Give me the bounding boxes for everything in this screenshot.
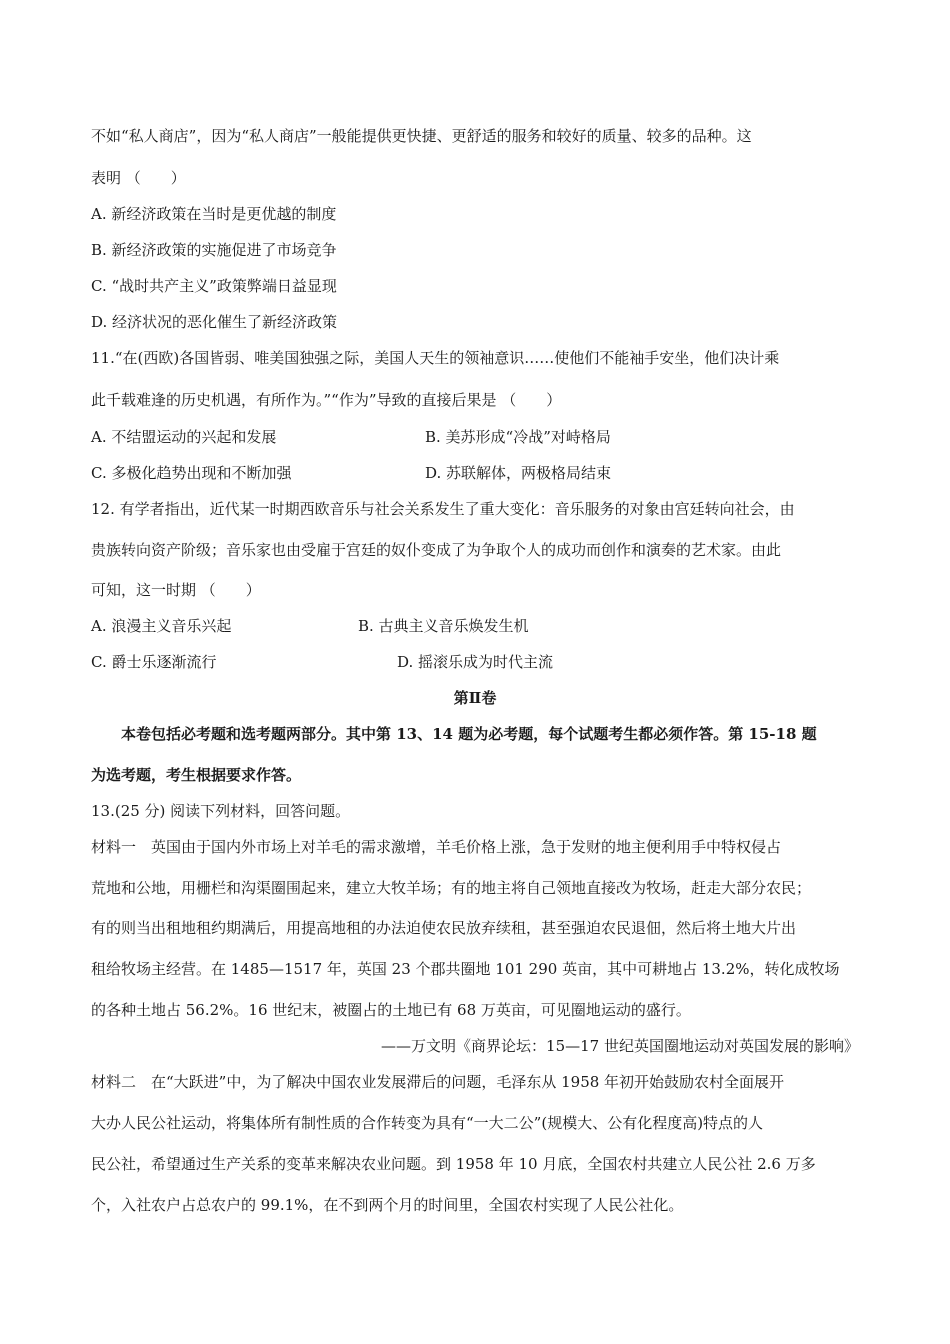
material-2-line-1: 材料二 在“大跃进”中，为了解决中国农业发展滞后的问题，毛泽东从 1958 年初开始鼓励农村全面展开 — [91, 1073, 785, 1091]
q12-option-b: B. 古典主义音乐焕发生机 — [358, 617, 529, 635]
q10-option-d: D. 经济状况的恶化催生了新经济政策 — [91, 313, 338, 331]
q11-stem-line-2: 此千载难逢的历史机遇，有所作为。”“作为”导致的直接后果是 （ ） — [91, 391, 562, 409]
q10-stem-line-1: 不如“私人商店”，因为“私人商店”一般能提供更快捷、更舒适的服务和较好的质量、较多的品种。这 — [91, 127, 752, 145]
material-2-line-2: 大办人民公社运动，将集体所有制性质的合作转变为具有“一大二公”(规模大、公有化程度高)特点的人 — [91, 1114, 764, 1132]
material-1-line-1: 材料一 英国由于国内外市场上对羊毛的需求激增，羊毛价格上涨，急于发财的地主便利用手中特权侵占 — [91, 838, 782, 856]
q12-option-c: C. 爵士乐逐渐流行 — [91, 653, 217, 671]
q12-option-d: D. 摇滚乐成为时代主流 — [397, 653, 554, 671]
section-title: 第Ⅱ卷 — [453, 689, 497, 707]
q10-stem-line-2: 表明 （ ） — [91, 169, 186, 187]
q12-stem-line-2: 贵族转向资产阶级；音乐家也由受雇于宫廷的奴仆变成了为争取个人的成功而创作和演奏的艺术家。由此 — [91, 541, 782, 559]
section-intro-line-1: 本卷包括必考题和选考题两部分。其中第 13、14 题为必考题，每个试题考生都必须作答。第 15-18 题 — [121, 725, 817, 743]
material-1-line-2: 荒地和公地，用栅栏和沟渠圈围起来，建立大牧羊场；有的地主将自己领地直接改为牧场，赶走大部分农民； — [91, 879, 812, 897]
q12-stem-line-1: 12. 有学者指出，近代某一时期西欧音乐与社会关系发生了重大变化：音乐服务的对象由宫廷转向社会，由 — [91, 500, 795, 518]
material-2-line-3: 民公社，希望通过生产关系的变革来解决农业问题。到 1958 年 10 月底，全国农村共建立人民公社 2.6 万多 — [91, 1155, 816, 1173]
q11-option-a: A. 不结盟运动的兴起和发展 — [91, 428, 277, 446]
q10-option-a: A. 新经济政策在当时是更优越的制度 — [91, 205, 337, 223]
q11-option-b: B. 美苏形成“冷战”对峙格局 — [425, 428, 611, 446]
material-1-line-3: 有的则当出租地租约期满后，用提高地租的办法迫使农民放弃续租，甚至强迫农民退佃，然后将土地大片出 — [91, 919, 797, 937]
material-1-line-4: 租给牧场主经营。在 1485—1517 年，英国 23 个郡共圈地 101 290 英亩，其中可耕地占 13.2%，转化成牧场 — [91, 960, 840, 978]
q13-stem: 13.(25 分) 阅读下列材料，回答问题。 — [91, 802, 351, 820]
q11-option-d: D. 苏联解体，两极格局结束 — [425, 464, 612, 482]
q10-option-b: B. 新经济政策的实施促进了市场竞争 — [91, 241, 337, 259]
material-2-line-4: 个，入社农户占总农户的 99.1%，在不到两个月的时间里，全国农村实现了人民公社化。 — [91, 1196, 684, 1214]
section-intro-line-2: 为选考题，考生根据要求作答。 — [91, 766, 302, 784]
q10-option-c: C. “战时共产主义”政策弊端日益显现 — [91, 277, 337, 295]
material-1-line-5: 的各种土地占 56.2%。16 世纪末，被圈占的土地已有 68 万英亩，可见圈地运动的盛行。 — [91, 1001, 691, 1019]
q11-option-c: C. 多极化趋势出现和不断加强 — [91, 464, 292, 482]
q11-stem-line-1: 11.“在(西欧)各国皆弱、唯美国独强之际，美国人天生的领袖意识……使他们不能袖手安坐，他们决计乘 — [91, 349, 780, 367]
material-1-source: ——万文明《商界论坛：15—17 世纪英国圈地运动对英国发展的影响》 — [381, 1037, 859, 1055]
q12-option-a: A. 浪漫主义音乐兴起 — [91, 617, 232, 635]
q12-stem-line-3: 可知，这一时期 （ ） — [91, 581, 261, 599]
